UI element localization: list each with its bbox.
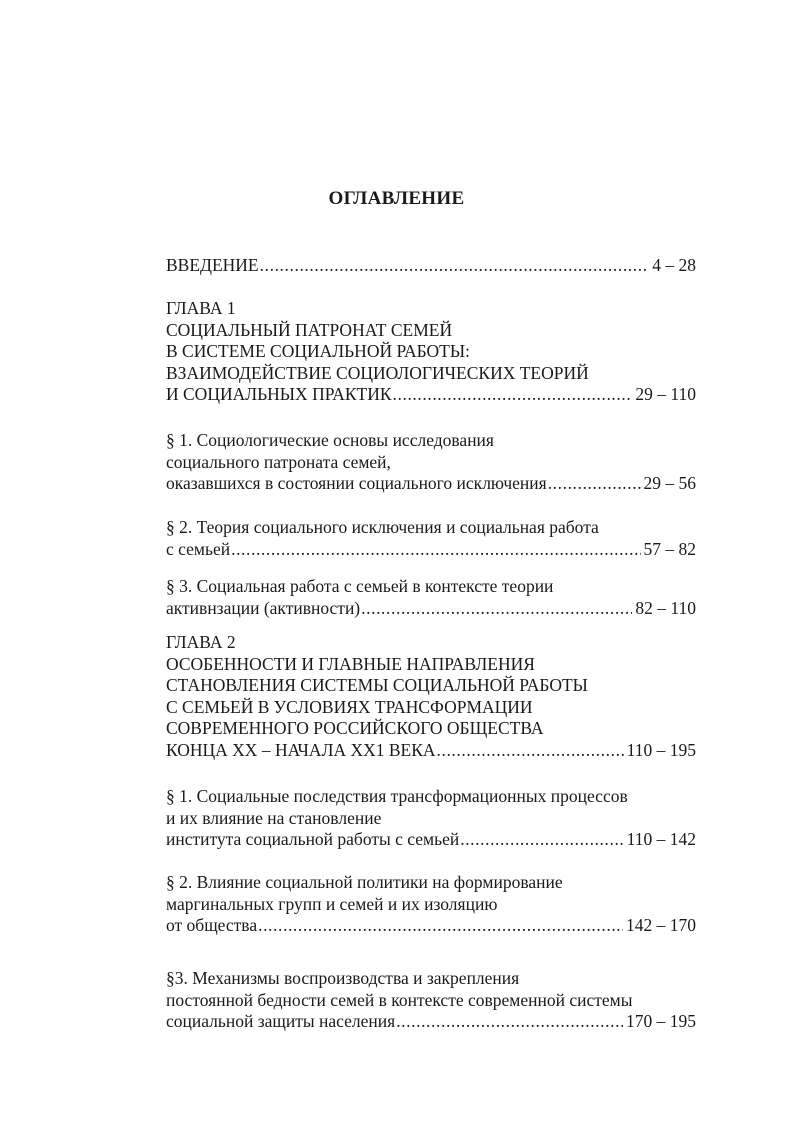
toc-entry-line: ОСОБЕННОСТИ И ГЛАВНЫЕ НАПРАВЛЕНИЯ (166, 653, 535, 674)
toc-entry-line: § 2. Теория социального исключения и социальная работа (166, 517, 599, 537)
toc-entry-last-line (166, 1011, 696, 1033)
toc-entry-line: § 2. Влияние социальной политики на формирование (166, 872, 563, 892)
toc-entry-line: ГЛАВА 2 (166, 632, 236, 652)
toc-entry-line: и их влияние на становление (166, 807, 382, 828)
toc-entry-text: с семьей (166, 538, 231, 559)
toc-entry-last-line (166, 740, 696, 762)
toc-entry-text: от общества (166, 915, 258, 935)
toc-entry-text: института социальной работы с семьей (166, 829, 460, 849)
toc-entry-section-2-2 (166, 872, 696, 937)
leader-dots (258, 915, 623, 937)
toc-entry-line: ВЗАИМОДЕЙСТВИЕ СОЦИОЛОГИЧЕСКИХ ТЕОРИЙ (166, 362, 589, 383)
toc-entry-text: ВВЕДЕНИЕ (166, 255, 259, 275)
toc-entry-line: С СЕМЬЕЙ В УСЛОВИЯХ ТРАНСФОРМАЦИИ (166, 696, 533, 717)
toc-entry-line: СОВРЕМЕННОГО РОССИЙСКОГО ОБЩЕСТВА (166, 718, 544, 738)
toc-entry-line: В СИСТЕМЕ СОЦИАЛЬНОЙ РАБОТЫ: (166, 341, 470, 361)
toc-entry-line: маргинальных групп и семей и их изоляцию (166, 893, 498, 914)
toc-entry-section-1-2 (166, 517, 696, 560)
toc-entry-text: И СОЦИАЛЬНЫХ ПРАКТИК (166, 384, 392, 404)
toc-entry-line: §3. Механизмы воспроизводства и закрепления (166, 968, 520, 988)
toc-entry-section-2-3 (166, 968, 696, 1033)
toc-entry-text: КОНЦА XX – НАЧАЛА XX1 ВЕКА (166, 739, 436, 760)
leader-dots (548, 473, 641, 495)
toc-entry-last-line (166, 829, 696, 851)
toc-entry-chapter-1 (166, 298, 696, 406)
page-title: ОГЛАВЛЕНИЕ (328, 188, 465, 209)
leader-dots (393, 384, 633, 406)
page-range: 29 – 110 (635, 384, 696, 404)
toc-entry-line: социального патроната семей, (166, 451, 391, 472)
page-range: 142 – 170 (626, 915, 696, 935)
toc-entry-text: активнзации (активности) (166, 597, 361, 618)
leader-dots (460, 829, 623, 851)
page-range: 29 – 56 (643, 473, 696, 493)
leader-dots (437, 740, 624, 762)
toc-entry-text: социальной защиты населения (166, 1011, 396, 1031)
leader-dots (260, 255, 650, 277)
page-range: 110 – 195 (626, 739, 696, 760)
toc-entry-last-line (166, 915, 696, 937)
toc-entry-last-line (166, 598, 696, 620)
toc-entry-last-line (166, 473, 696, 495)
page-range: 82 – 110 (635, 597, 696, 618)
page-range: 57 – 82 (643, 538, 696, 559)
leader-dots (231, 539, 640, 561)
toc-entry-text: оказавшихся в состоянии социального исключения (166, 473, 547, 493)
toc-entry-line: § 1. Социологические основы исследования (166, 430, 494, 450)
toc-entry-section-1-1 (166, 430, 696, 495)
page-range: 4 – 28 (652, 255, 696, 275)
toc-entry-line: § 3. Социальная работа с семьей в контексте теории (166, 576, 554, 596)
toc-entry-last-line (166, 539, 696, 561)
toc-entry-last-line (166, 255, 696, 277)
page-range: 110 – 142 (626, 829, 696, 849)
toc-entry-section-1-3 (166, 576, 696, 619)
toc-entry-last-line (166, 384, 696, 406)
toc-entry-line: постоянной бедности семей в контексте современной системы (166, 989, 633, 1010)
toc-entry-line: СТАНОВЛЕНИЯ СИСТЕМЫ СОЦИАЛЬНОЙ РАБОТЫ (166, 675, 588, 695)
toc-entry-section-2-1 (166, 786, 696, 851)
toc-entry-line: ГЛАВА 1 (166, 298, 236, 318)
leader-dots (396, 1011, 623, 1033)
leader-dots (361, 598, 632, 620)
toc-entry-chapter-2 (166, 632, 696, 761)
toc-entry-line: § 1. Социальные последствия трансформационных процессов (166, 786, 628, 806)
page-range: 170 – 195 (626, 1011, 696, 1031)
toc-entry-introduction (166, 255, 696, 277)
toc-entry-line: СОЦИАЛЬНЫЙ ПАТРОНАТ СЕМЕЙ (166, 319, 453, 340)
